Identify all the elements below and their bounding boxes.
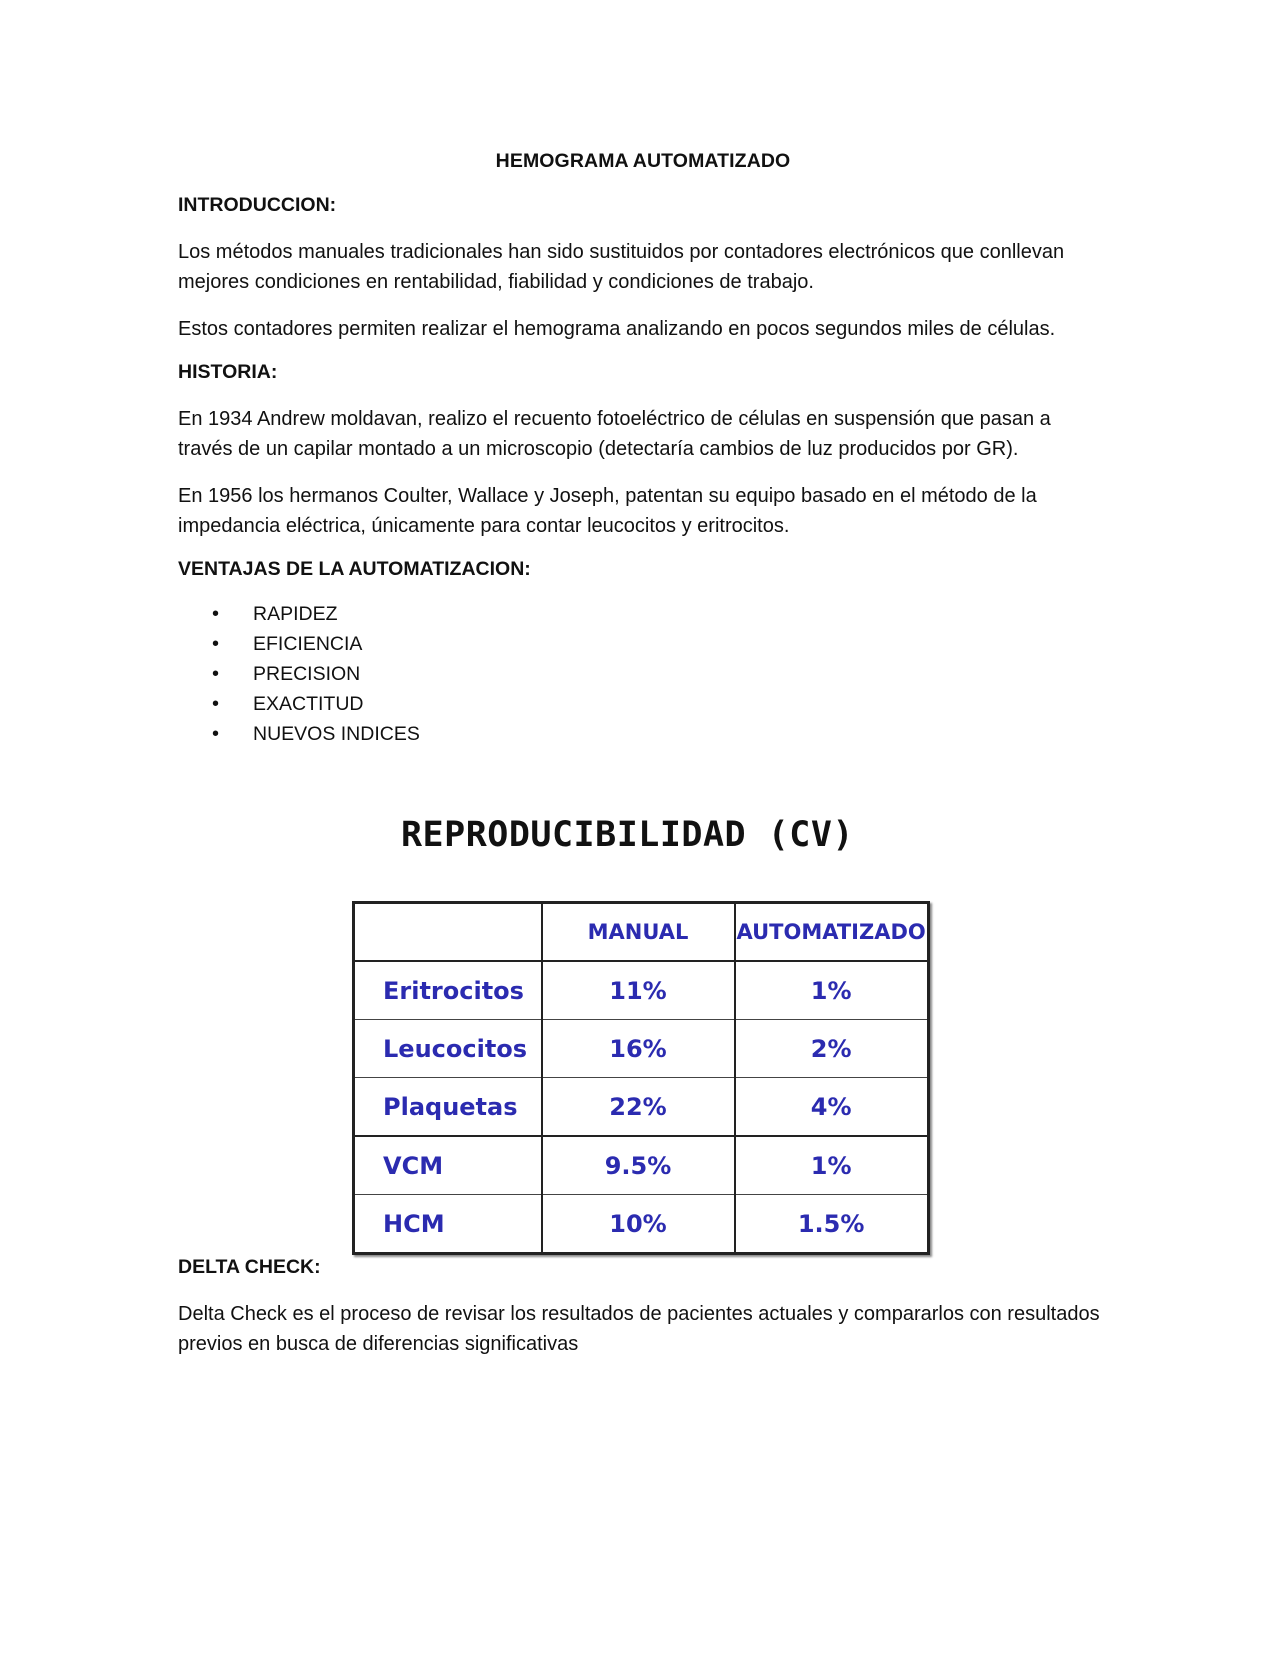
delta-check-paragraph: Delta Check es el proceso de revisar los resultados de pacientes actuales y compararlos con resultados previos en busca de diferencias significativas	[178, 1303, 1100, 1355]
intro-paragraph-1: Los métodos manuales tradicionales han sido sustituidos por contadores electrónicos que conllevan mejores condiciones en rentabilidad, fiabilidad y condiciones de trabajo.	[178, 241, 1065, 293]
document-content	[178, 150, 1108, 749]
historia-paragraph-2: En 1956 los hermanos Coulter, Wallace y Joseph, patentan su equipo basado en el método de la impedancia eléctrica, únicamente para contar leucocitos y eritrocitos.	[178, 485, 1037, 537]
document-title: HEMOGRAMA AUTOMATIZADO	[495, 150, 791, 172]
bullet-icon: •	[212, 633, 220, 655]
table-cell-manual: 9.5%	[542, 1136, 735, 1195]
bullet-icon: •	[212, 663, 220, 685]
bullet-icon: •	[212, 693, 220, 715]
table-cell-label: VCM	[354, 1136, 542, 1195]
intro-paragraph-2: Estos contadores permiten realizar el hemograma analizando en pocos segundos miles de células.	[178, 318, 1056, 340]
table-cell-automatizado: 1%	[735, 1136, 929, 1195]
heading-delta-check: DELTA CHECK:	[178, 1256, 321, 1278]
list-item-label: EFICIENCIA	[253, 633, 363, 655]
heading-ventajas: VENTAJAS DE LA AUTOMATIZACION:	[178, 558, 531, 580]
table-cell-automatizado: 1.5%	[735, 1195, 929, 1254]
table-cell-label: Eritrocitos	[354, 961, 542, 1020]
table-cell-label: Plaquetas	[354, 1078, 542, 1137]
list-item-label: NUEVOS INDICES	[253, 723, 420, 745]
list-item-label: PRECISION	[253, 663, 361, 685]
list-item-label: RAPIDEZ	[253, 603, 338, 625]
heading-introduccion: INTRODUCCION:	[178, 194, 337, 216]
list-item	[178, 629, 1108, 659]
table-row	[354, 1136, 929, 1195]
table-header-row	[354, 903, 929, 962]
table-row	[354, 1078, 929, 1137]
table-cell-label: Leucocitos	[354, 1020, 542, 1078]
bullet-icon: •	[212, 603, 220, 625]
list-item	[178, 689, 1108, 719]
list-item	[178, 659, 1108, 689]
table-cell-manual: 22%	[542, 1078, 735, 1137]
cv-table	[352, 901, 930, 1255]
table-cell-manual: 10%	[542, 1195, 735, 1254]
table-cell-label: HCM	[354, 1195, 542, 1254]
figure-title: REPRODUCIBILIDAD (CV)	[400, 815, 854, 855]
table-cell-automatizado: 4%	[735, 1078, 929, 1137]
table-header-cell: MANUAL	[542, 903, 735, 962]
list-item-label: EXACTITUD	[253, 693, 364, 715]
table-cell-automatizado: 1%	[735, 961, 929, 1020]
table-row	[354, 1195, 929, 1254]
table-header-cell: AUTOMATIZADO	[735, 903, 929, 962]
delta-check-section	[178, 1256, 1108, 1376]
table-cell-automatizado: 2%	[735, 1020, 929, 1078]
ventajas-list	[178, 599, 1108, 749]
table-header-cell	[354, 903, 542, 962]
list-item	[178, 719, 1108, 749]
heading-historia: HISTORIA:	[178, 361, 278, 383]
table-cell-manual: 11%	[542, 961, 735, 1020]
table-row	[354, 1020, 929, 1078]
bullet-icon: •	[212, 723, 220, 745]
list-item	[178, 599, 1108, 629]
historia-paragraph-1: En 1934 Andrew moldavan, realizo el recuento fotoeléctrico de células en suspensión que pasan a través de un capilar montado a un microscopio (detectaría cambios de luz producidos por GR).	[178, 408, 1051, 460]
reproducibilidad-figure	[340, 815, 940, 1238]
table-row	[354, 961, 929, 1020]
table-cell-manual: 16%	[542, 1020, 735, 1078]
